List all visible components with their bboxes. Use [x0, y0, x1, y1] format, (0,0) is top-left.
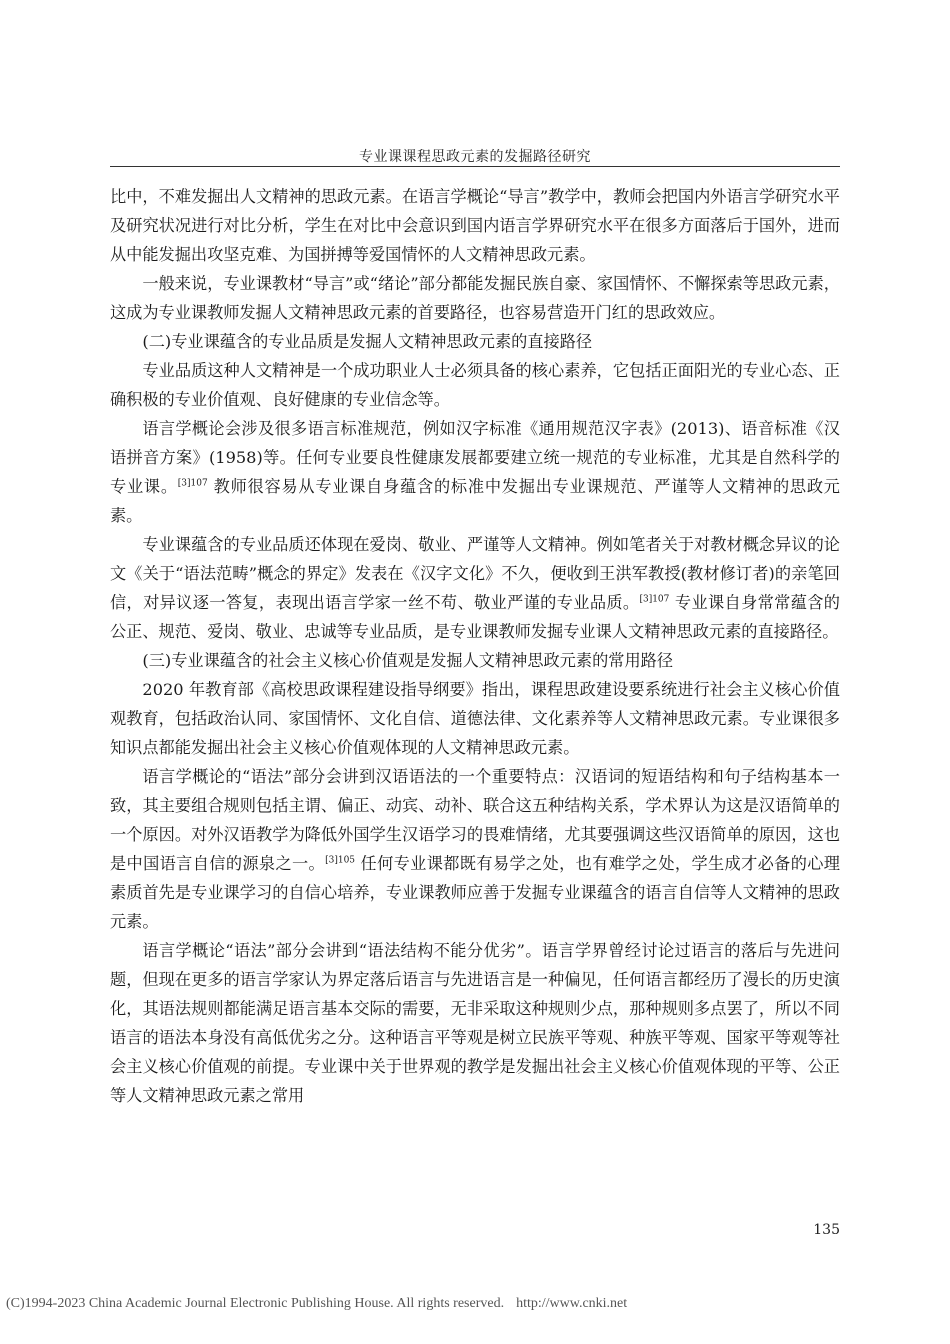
citation-mark: [3]107 — [177, 478, 208, 489]
paragraph-8: 语言学概论“语法”部分会讲到“语法结构不能分优劣”。语言学界曾经讨论过语言的落后与先进问题，但现在更多的语言学家认为界定落后语言与先进语言是一种偏见，任何语言都经历了漫长的历史演化，其语法规则都能满足语言基本交际的需要，无非采取这种规则少点，那种规则多点罢了，所以不同语言的语法本身没有高低优劣之分。这种语言平等观是树立民族平等观、种族平等观、国家平等观等社会主义核心价值观的前提。专业课中关于世界观的教学是发掘出社会主义核心价值观体现的平等、公正等人文精神思政元素之常用 — [110, 941, 840, 1105]
section-heading-3: (三)专业课蕴含的社会主义核心价值观是发掘人文精神思政元素的常用路径 — [142, 651, 674, 670]
paragraph-6: 2020 年教育部《高校思政课程建设指导纲要》指出，课程思政建设要系统进行社会主义核心价值观教育，包括政治认同、家国情怀、文化自信、道德法律、文化素养等人文精神思政元素。专业课很多知识点都能发掘出社会主义核心价值观体现的人文精神思政元素。 — [110, 680, 840, 757]
header-rule — [110, 166, 840, 167]
paragraph-7: 语言学概论的“语法”部分会讲到汉语语法的一个重要特点：汉语词的短语结构和句子结构基本一致，其主要组合规则包括主谓、偏正、动宾、动补、联合这五种结构关系，学术界认为这是汉语简单的一个原因。对外汉语教学为降低外国学生汉语学习的畏难情绪，尤其要强调这些汉语简单的原因，这也是中国语言自信的源泉之一。$^{[3]105}$ 任何专业课都既有易学之处，也有难学之处，学生成才必备的心理素质首先是专业课学习的自信心培养，专业课教师应善于发掘专业课蕴含的语言自信等人文精神的思政元素。 — [110, 767, 840, 931]
paragraph-3: 专业品质这种人文精神是一个成功职业人士必须具备的核心素养，它包括正面阳光的专业心态、正确积极的专业价值观、良好健康的专业信念等。 — [110, 361, 840, 409]
cnki-link[interactable]: http://www.cnki.net — [516, 1296, 628, 1311]
article-body — [110, 182, 840, 1110]
paragraph-2: 一般来说，专业课教材“导言”或“绪论”部分都能发掘民族自豪、家国情怀、不懈探索等思政元素，这成为专业课教师发掘人文精神思政元素的首要路径，也容易营造开门红的思政效应。 — [110, 274, 840, 322]
copyright-text: (C)1994-2023 China Academic Journal Electronic Publishing House. All rights reserved. — [6, 1296, 505, 1311]
section-heading-2: (二)专业课蕴含的专业品质是发掘人文精神思政元素的直接路径 — [142, 332, 593, 351]
paragraph-5: 专业课蕴含的专业品质还体现在爱岗、敬业、严谨等人文精神。例如笔者关于对教材概念异议的论文《关于“语法范畴”概念的界定》发表在《汉字文化》不久，便收到王洪军教授(教材修订者)的亲笔回信，对异议逐一答复，表现出语言学家一丝不苟、敬业严谨的专业品质。$^{[3]107}$ 专业课自身常常蕴含的公正、规范、爱岗、敬业、忠诚等专业品质，是专业课教师发掘专业课人文精神思政元素的直接路径。 — [110, 535, 840, 641]
copyright-line — [6, 1296, 946, 1312]
citation-mark: [3]105 — [325, 855, 356, 866]
paragraph-4: 语言学概论会涉及很多语言标准规范，例如汉字标准《通用规范汉字表》(2013)、语音标准《汉语拼音方案》(1958)等。任何专业要良性健康发展都要建立统一规范的专业标准，尤其是自然科学的专业课。$^{[3]107}$ 教师很容易从专业课自身蕴含的标准中发掘出专业课规范、严谨等人文精神的思政元素。 — [110, 419, 840, 525]
citation-mark: [3]107 — [639, 594, 670, 605]
running-head-title: 专业课课程思政元素的发掘路径研究 — [359, 149, 591, 165]
page-number: 135 — [813, 1222, 840, 1238]
paragraph-1: 比中，不难发掘出人文精神的思政元素。在语言学概论“导言”教学中，教师会把国内外语言学研究水平及研究状况进行对比分析，学生在对比中会意识到国内语言学界研究水平在很多方面落后于国外，进而从中能发掘出攻坚克难、为国拼搏等爱国情怀的人文精神思政元素。 — [110, 187, 840, 264]
